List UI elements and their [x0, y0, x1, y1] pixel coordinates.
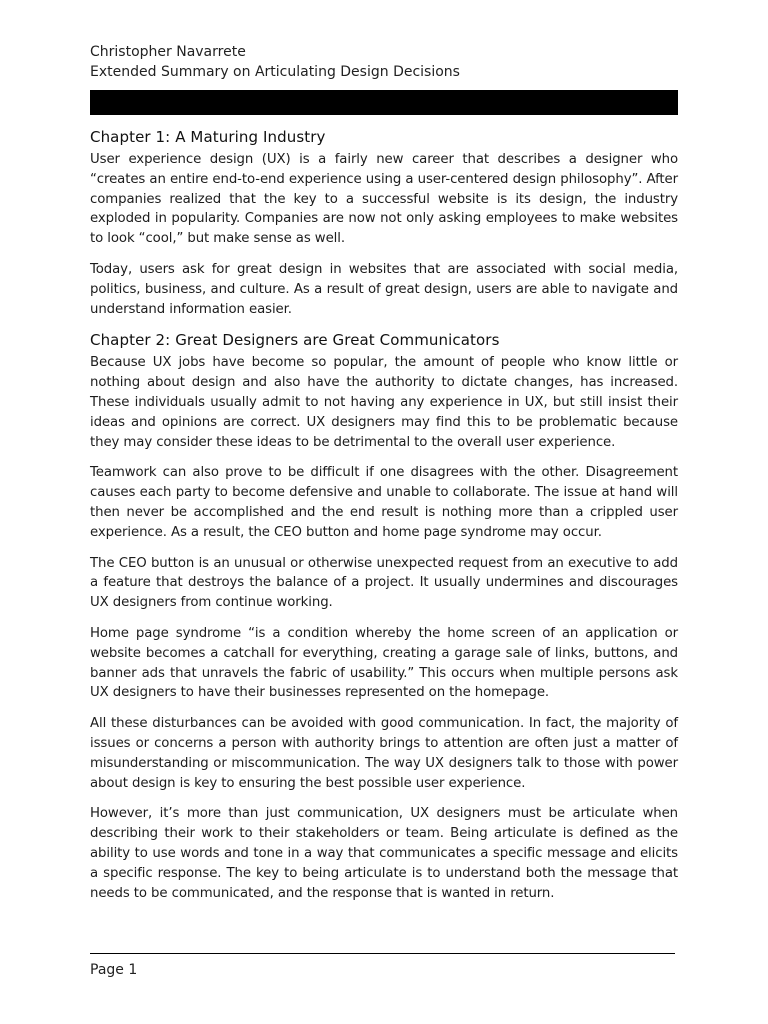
page-number: Page 1	[90, 962, 138, 978]
footer-divider	[90, 953, 675, 954]
chapter-2-paragraph: Because UX jobs have become so popular, the amount of people who know little or nothing about design and also have the authority to dictate changes, has increased. These individuals usually admit to not having any experience in UX, but still insist their ideas and opinions are correct. UX designers may find this to be problematic because they may consider these ideas to be detrimental to the overall user experience.	[90, 355, 678, 450]
chapter-1-paragraph: User experience design (UX) is a fairly new career that describes a designer who “creates an entire end-to-end experience using a user-centered design philosophy”. After companies realized that the key to a successful website is its design, the industry exploded in popularity. Companies are now not only asking employees to make websites to look “cool,” but make sense as well.	[90, 152, 678, 247]
document-page	[90, 42, 678, 914]
chapter-2-heading: Chapter 2: Great Designers are Great Communicators	[90, 331, 500, 350]
chapter-1-paragraph: Today, users ask for great design in websites that are associated with social media, politics, business, and culture. As a result of great design, users are able to navigate and understand information easier.	[90, 261, 678, 317]
author-name: Christopher Navarrete	[90, 44, 246, 60]
chapter-2-paragraph: However, it’s more than just communication, UX designers must be articulate when describing their work to their stakeholders or team. Being articulate is defined as the ability to use words and tone in a way that communicates a specific message and elicits a specific response. The key to being articulate is to understand both the message that needs to be communicated, and the response that is wanted in return.	[90, 806, 678, 901]
chapter-2-paragraph: Teamwork can also prove to be difficult if one disagrees with the other. Disagreement causes each party to become defensive and unable to collaborate. The issue at hand will then never be accomplished and the end result is nothing more than a crippled user experience. As a result, the CEO button and home page syndrome may occur.	[90, 465, 678, 540]
chapter-1-heading: Chapter 1: A Maturing Industry	[90, 128, 326, 146]
chapter-2-paragraph: All these disturbances can be avoided with good communication. In fact, the majority of issues or concerns a person with authority brings to attention are often just a matter of misunderstanding or miscommunication. The way UX designers talk to those with power about design is key to ensuring the best possible user experience.	[90, 716, 678, 791]
chapter-2-paragraph: Home page syndrome “is a condition whereby the home screen of an application or website becomes a catchall for everything, creating a garage sale of links, buttons, and banner ads that unravels the fabric of usability.” This occurs when multiple persons ask UX designers to have their businesses represented on the homepage.	[90, 625, 678, 701]
redaction-bar	[90, 90, 678, 115]
chapter-2-paragraph: The CEO button is an unusual or otherwise unexpected request from an executive to add a feature that destroys the balance of a project. It usually undermines and discourages UX designers from continue working.	[90, 555, 678, 611]
document-title: Extended Summary on Articulating Design Decisions	[90, 64, 460, 80]
